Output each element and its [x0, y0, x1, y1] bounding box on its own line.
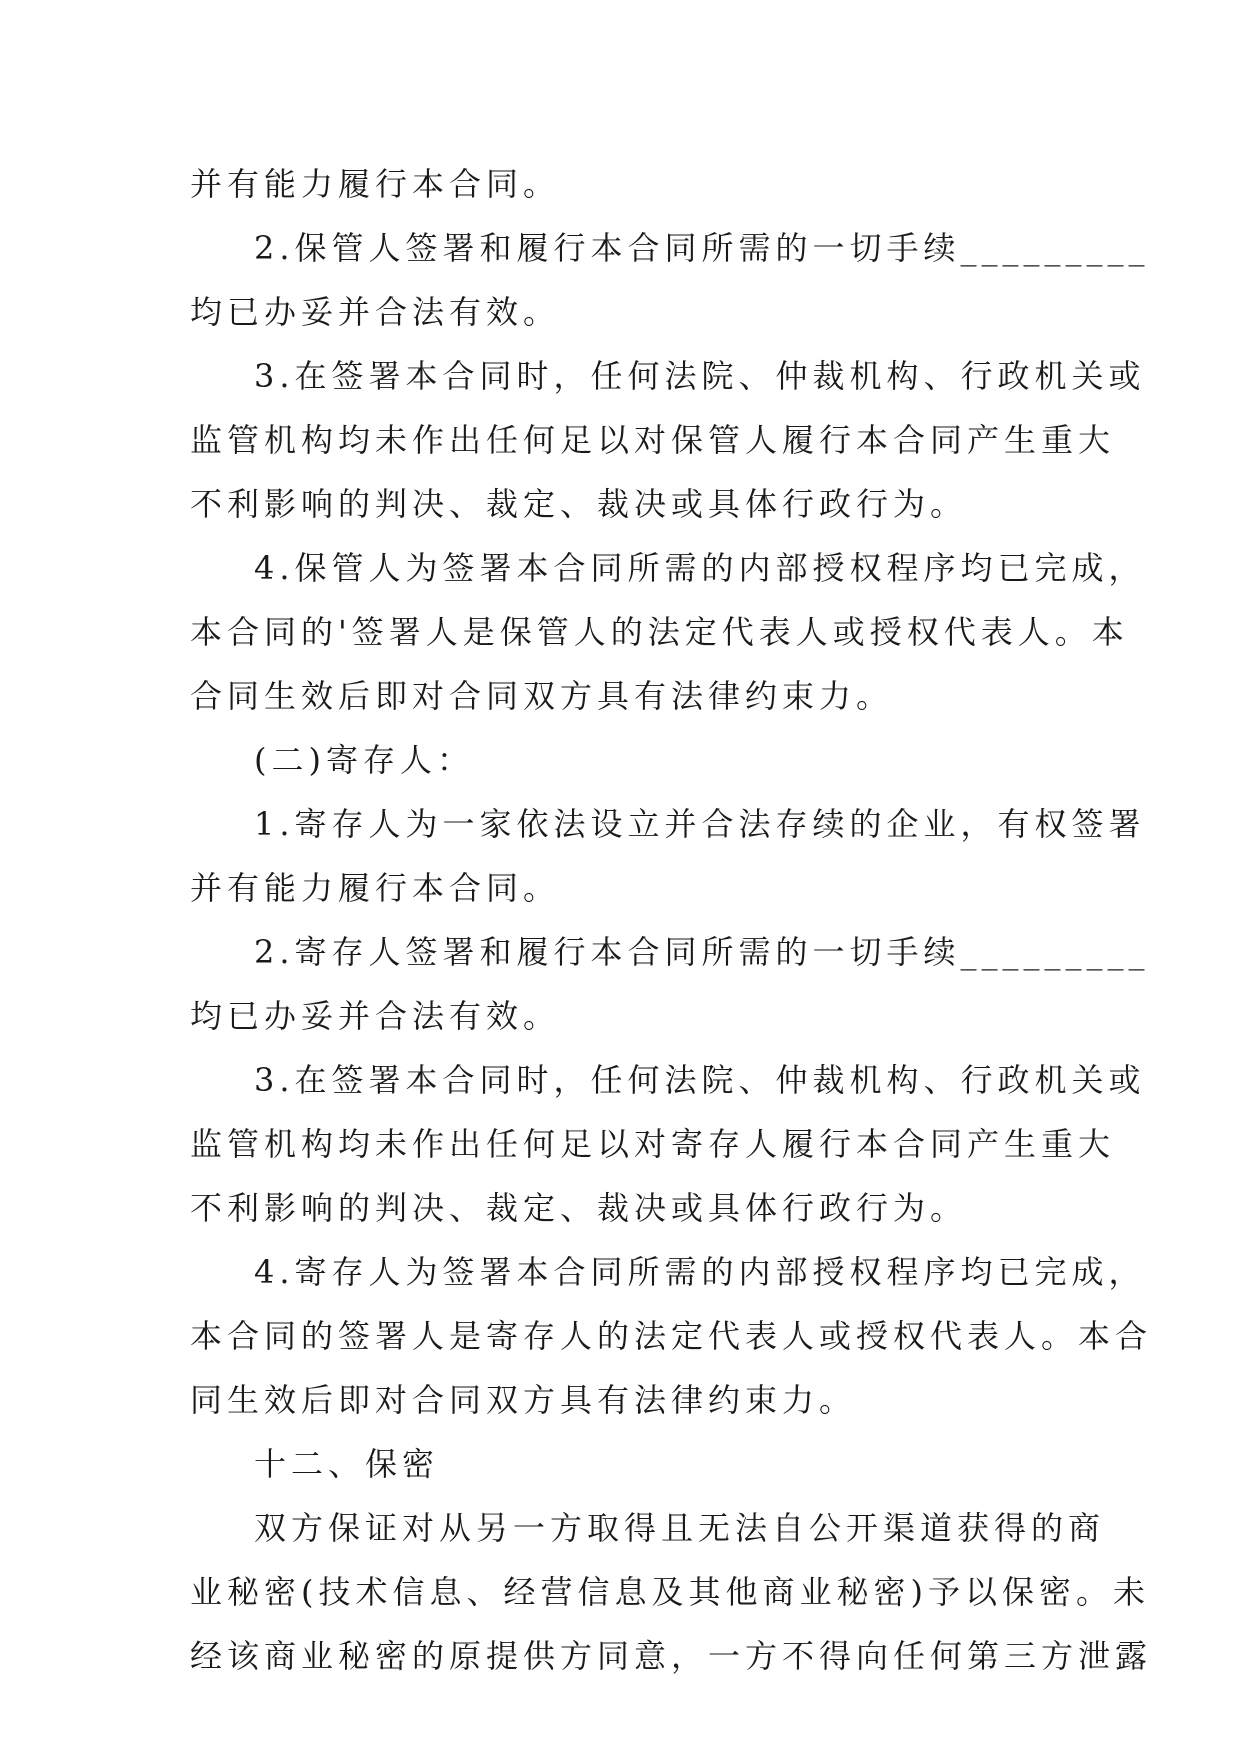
- text-line: 本合同的签署人是寄存人的法定代表人或授权代表人。本合: [190, 1317, 1153, 1355]
- text-line: 均已办妥并合法有效。: [190, 293, 561, 331]
- text-line: 并有能力履行本合同。: [190, 869, 561, 907]
- text-line: 2.保管人签署和履行本合同所需的一切手续_________: [254, 229, 1150, 267]
- text-line: 1.寄存人为一家依法设立并合法存续的企业，有权签署: [254, 805, 1146, 843]
- text-line: 4.寄存人为签署本合同所需的内部授权程序均已完成，: [254, 1253, 1146, 1291]
- text-line: 2.寄存人签署和履行本合同所需的一切手续_________: [254, 933, 1150, 971]
- text-line: 不利影响的判决、裁定、裁决或具体行政行为。: [190, 485, 968, 523]
- text-line: 同生效后即对合同双方具有法律约束力。: [190, 1381, 857, 1419]
- text-line: 不利影响的判决、裁定、裁决或具体行政行为。: [190, 1189, 968, 1227]
- text-line: 双方保证对从另一方取得且无法自公开渠道获得的商: [254, 1509, 1106, 1547]
- text-line: 业秘密(技术信息、经营信息及其他商业秘密)予以保密。未: [190, 1573, 1150, 1611]
- text-line: 监管机构均未作出任何足以对寄存人履行本合同产生重大: [190, 1125, 1116, 1163]
- text-line: 3.在签署本合同时，任何法院、仲裁机构、行政机关或: [254, 357, 1146, 395]
- text-line: 均已办妥并合法有效。: [190, 997, 561, 1035]
- text-line: 3.在签署本合同时，任何法院、仲裁机构、行政机关或: [254, 1061, 1146, 1099]
- text-line: 合同生效后即对合同双方具有法律约束力。: [190, 677, 894, 715]
- document-body: [190, 152, 1153, 1688]
- section-heading: (二)寄存人：: [254, 741, 474, 779]
- section-heading: 十二、保密: [254, 1445, 440, 1483]
- text-line: 4.保管人为签署本合同所需的内部授权程序均已完成，: [254, 549, 1146, 587]
- text-line: 本合同的'签署人是保管人的法定代表人或授权代表人。本: [190, 613, 1129, 651]
- text-line: 并有能力履行本合同。: [190, 165, 561, 203]
- text-line: 监管机构均未作出任何足以对保管人履行本合同产生重大: [190, 421, 1116, 459]
- text-line: 经该商业秘密的原提供方同意，一方不得向任何第三方泄露: [190, 1637, 1153, 1675]
